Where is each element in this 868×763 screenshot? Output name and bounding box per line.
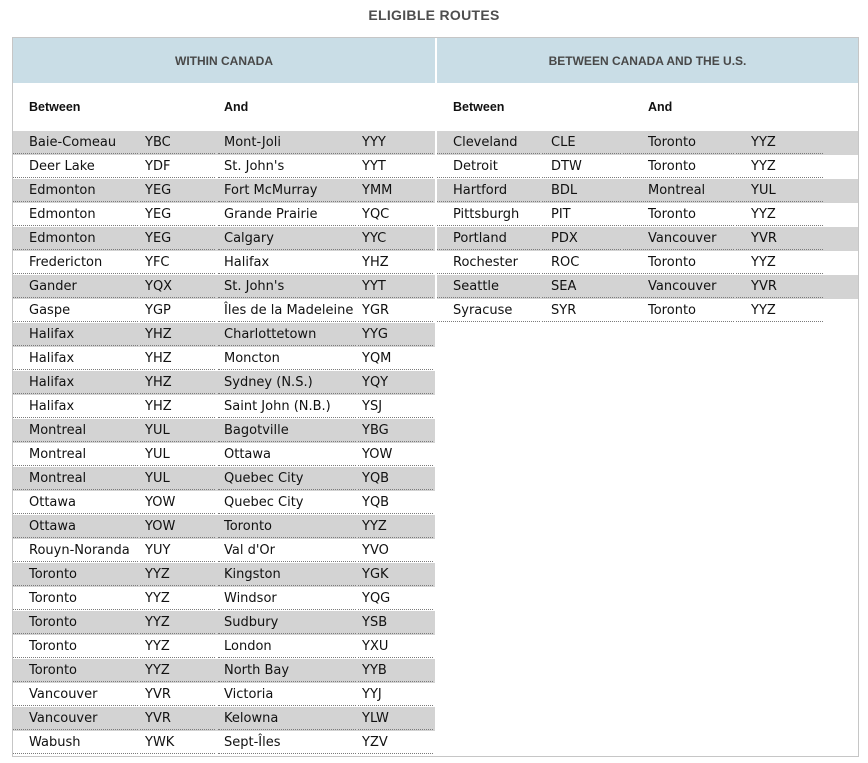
destination-city: Toronto bbox=[648, 207, 696, 222]
destination-code: YQC bbox=[362, 207, 390, 222]
origin-code: SEA bbox=[551, 279, 577, 294]
destination-city: Vancouver bbox=[648, 231, 717, 246]
cell-divider bbox=[736, 321, 823, 322]
origin-code: YVR bbox=[145, 687, 171, 702]
origin-code: YHZ bbox=[145, 399, 172, 414]
destination-city: Toronto bbox=[224, 519, 272, 534]
destination-code: YXU bbox=[362, 639, 389, 654]
route-row bbox=[13, 275, 435, 299]
destination-city: Toronto bbox=[648, 255, 696, 270]
destination-code: YYG bbox=[362, 327, 388, 342]
destination-code: YHZ bbox=[362, 255, 389, 270]
destination-city: Grande Prairie bbox=[224, 207, 318, 222]
destination-city: Toronto bbox=[648, 159, 696, 174]
destination-code: YYZ bbox=[362, 519, 387, 534]
route-row bbox=[13, 731, 435, 755]
destination-city: Quebec City bbox=[224, 495, 304, 510]
origin-code: YHZ bbox=[145, 351, 172, 366]
origin-city: Rochester bbox=[453, 255, 518, 270]
destination-city: Victoria bbox=[224, 687, 274, 702]
origin-city: Gaspe bbox=[29, 303, 71, 318]
route-row bbox=[13, 683, 435, 707]
route-row bbox=[13, 371, 435, 395]
origin-code: PIT bbox=[551, 207, 571, 222]
route-row bbox=[437, 275, 858, 299]
destination-code: YQM bbox=[362, 351, 392, 366]
destination-city: London bbox=[224, 639, 272, 654]
route-row bbox=[437, 203, 858, 227]
route-row bbox=[13, 203, 435, 227]
canada-us-heading: BETWEEN CANADA AND THE U.S. bbox=[437, 38, 858, 83]
route-row bbox=[437, 251, 858, 275]
origin-city: Edmonton bbox=[29, 231, 96, 246]
origin-city: Wabush bbox=[29, 735, 81, 750]
origin-code: YEG bbox=[145, 207, 172, 222]
destination-code: YYT bbox=[362, 159, 386, 174]
destination-code: YVR bbox=[751, 231, 777, 246]
destination-code: YQY bbox=[362, 375, 389, 390]
destination-code: YLW bbox=[362, 711, 389, 726]
origin-city: Toronto bbox=[29, 663, 77, 678]
destination-city: Kingston bbox=[224, 567, 281, 582]
route-row bbox=[13, 347, 435, 371]
canada-us-between-header: Between bbox=[453, 100, 505, 114]
route-row bbox=[13, 179, 435, 203]
destination-code: YYT bbox=[362, 279, 386, 294]
route-row bbox=[437, 155, 858, 179]
destination-code: YYZ bbox=[751, 135, 776, 150]
origin-city: Rouyn-Noranda bbox=[29, 543, 130, 558]
origin-code: YEG bbox=[145, 231, 172, 246]
route-row bbox=[13, 587, 435, 611]
destination-city: Sydney (N.S.) bbox=[224, 375, 313, 390]
origin-city: Edmonton bbox=[29, 207, 96, 222]
destination-city: Charlottetown bbox=[224, 327, 317, 342]
origin-code: YUL bbox=[145, 423, 170, 438]
cell-divider bbox=[736, 225, 823, 226]
route-row bbox=[13, 251, 435, 275]
route-row bbox=[13, 707, 435, 731]
destination-city: Windsor bbox=[224, 591, 277, 606]
route-row bbox=[13, 635, 435, 659]
destination-code: YGK bbox=[362, 567, 389, 582]
origin-code: YYZ bbox=[145, 591, 170, 606]
route-row bbox=[437, 299, 858, 323]
origin-code: YOW bbox=[145, 519, 176, 534]
route-row bbox=[13, 323, 435, 347]
canada-us-and-header: And bbox=[648, 100, 673, 114]
destination-city: Calgary bbox=[224, 231, 274, 246]
route-row bbox=[13, 419, 435, 443]
origin-city: Halifax bbox=[29, 399, 75, 414]
route-row bbox=[13, 299, 435, 323]
origin-code: YFC bbox=[145, 255, 170, 270]
route-row bbox=[13, 491, 435, 515]
origin-code: YQX bbox=[145, 279, 173, 294]
destination-city: Îles de la Madeleine bbox=[224, 303, 354, 318]
within-canada-between-header: Between bbox=[29, 100, 81, 114]
origin-code: YWK bbox=[145, 735, 175, 750]
destination-code: YVO bbox=[362, 543, 389, 558]
destination-code: YQB bbox=[362, 495, 390, 510]
origin-city: Detroit bbox=[453, 159, 498, 174]
destination-code: YYZ bbox=[751, 303, 776, 318]
destination-city: Toronto bbox=[648, 303, 696, 318]
origin-code: YYZ bbox=[145, 567, 170, 582]
origin-code: CLE bbox=[551, 135, 576, 150]
origin-code: ROC bbox=[551, 255, 580, 270]
origin-city: Hartford bbox=[453, 183, 508, 198]
destination-city: Toronto bbox=[648, 135, 696, 150]
destination-city: Halifax bbox=[224, 255, 270, 270]
origin-code: SYR bbox=[551, 303, 577, 318]
origin-city: Cleveland bbox=[453, 135, 518, 150]
destination-city: Sept-Îles bbox=[224, 735, 281, 750]
canada-us-routes bbox=[437, 131, 858, 323]
origin-city: Ottawa bbox=[29, 495, 76, 510]
destination-city: Fort McMurray bbox=[224, 183, 318, 198]
origin-city: Deer Lake bbox=[29, 159, 95, 174]
cell-divider bbox=[736, 177, 823, 178]
destination-city: Sudbury bbox=[224, 615, 279, 630]
origin-city: Halifax bbox=[29, 327, 75, 342]
within-canada-and-header: And bbox=[224, 100, 249, 114]
origin-city: Toronto bbox=[29, 567, 77, 582]
origin-code: YUY bbox=[145, 543, 171, 558]
origin-city: Portland bbox=[453, 231, 507, 246]
route-row bbox=[13, 443, 435, 467]
origin-city: Pittsburgh bbox=[453, 207, 520, 222]
route-row bbox=[437, 131, 858, 155]
destination-city: Bagotville bbox=[224, 423, 289, 438]
destination-code: YVR bbox=[751, 279, 777, 294]
destination-code: YSJ bbox=[362, 399, 383, 414]
destination-city: Quebec City bbox=[224, 471, 304, 486]
destination-city: Montreal bbox=[648, 183, 706, 198]
destination-code: YOW bbox=[362, 447, 393, 462]
origin-city: Vancouver bbox=[29, 687, 98, 702]
route-row bbox=[13, 467, 435, 491]
origin-city: Toronto bbox=[29, 639, 77, 654]
destination-code: YMM bbox=[362, 183, 393, 198]
origin-code: YDF bbox=[145, 159, 171, 174]
destination-code: YYY bbox=[362, 135, 386, 150]
cell-divider bbox=[736, 297, 823, 298]
origin-code: PDX bbox=[551, 231, 578, 246]
destination-city: Ottawa bbox=[224, 447, 271, 462]
cell-divider bbox=[736, 273, 823, 274]
origin-code: YHZ bbox=[145, 375, 172, 390]
origin-code: YYZ bbox=[145, 639, 170, 654]
origin-city: Vancouver bbox=[29, 711, 98, 726]
origin-code: DTW bbox=[551, 159, 582, 174]
route-row bbox=[13, 155, 435, 179]
route-row bbox=[437, 227, 858, 251]
route-row bbox=[13, 611, 435, 635]
destination-city: North Bay bbox=[224, 663, 290, 678]
origin-city: Toronto bbox=[29, 615, 77, 630]
origin-code: YGP bbox=[145, 303, 171, 318]
destination-code: YUL bbox=[751, 183, 776, 198]
destination-code: YYZ bbox=[751, 207, 776, 222]
destination-city: Saint John (N.B.) bbox=[224, 399, 331, 414]
destination-city: Vancouver bbox=[648, 279, 717, 294]
cell-divider bbox=[736, 249, 823, 250]
origin-city: Montreal bbox=[29, 447, 87, 462]
origin-code: YHZ bbox=[145, 327, 172, 342]
origin-city: Edmonton bbox=[29, 183, 96, 198]
route-row bbox=[13, 659, 435, 683]
destination-code: YQB bbox=[362, 471, 390, 486]
destination-code: YQG bbox=[362, 591, 391, 606]
origin-city: Gander bbox=[29, 279, 77, 294]
destination-city: Kelowna bbox=[224, 711, 279, 726]
route-row bbox=[13, 515, 435, 539]
destination-city: St. John's bbox=[224, 159, 285, 174]
origin-city: Montreal bbox=[29, 423, 87, 438]
origin-code: YUL bbox=[145, 471, 170, 486]
destination-code: YYZ bbox=[751, 255, 776, 270]
origin-code: YYZ bbox=[145, 663, 170, 678]
cell-divider bbox=[736, 201, 823, 202]
origin-city: Montreal bbox=[29, 471, 87, 486]
destination-code: YYC bbox=[362, 231, 387, 246]
route-row bbox=[13, 539, 435, 563]
origin-city: Ottawa bbox=[29, 519, 76, 534]
destination-city: Mont-Joli bbox=[224, 135, 281, 150]
origin-city: Fredericton bbox=[29, 255, 103, 270]
origin-city: Seattle bbox=[453, 279, 500, 294]
route-row bbox=[437, 179, 858, 203]
destination-code: YZV bbox=[362, 735, 388, 750]
origin-code: YVR bbox=[145, 711, 171, 726]
origin-code: YBC bbox=[145, 135, 171, 150]
within-canada-routes bbox=[13, 131, 435, 755]
route-row bbox=[13, 131, 435, 155]
page-title: ELIGIBLE ROUTES bbox=[368, 7, 500, 23]
origin-code: YOW bbox=[145, 495, 176, 510]
origin-city: Toronto bbox=[29, 591, 77, 606]
origin-code: YEG bbox=[145, 183, 172, 198]
destination-code: YSB bbox=[362, 615, 388, 630]
destination-code: YYB bbox=[362, 663, 387, 678]
origin-city: Halifax bbox=[29, 375, 75, 390]
destination-city: Val d'Or bbox=[224, 543, 275, 558]
destination-city: Moncton bbox=[224, 351, 280, 366]
destination-code: YYZ bbox=[751, 159, 776, 174]
origin-city: Baie-Comeau bbox=[29, 135, 117, 150]
destination-code: YGR bbox=[362, 303, 390, 318]
origin-code: BDL bbox=[551, 183, 578, 198]
origin-city: Halifax bbox=[29, 351, 75, 366]
route-row bbox=[13, 395, 435, 419]
destination-code: YYJ bbox=[362, 687, 382, 702]
cell-divider bbox=[736, 153, 823, 154]
route-row bbox=[13, 227, 435, 251]
within-canada-heading: WITHIN CANADA bbox=[13, 38, 435, 83]
origin-city: Syracuse bbox=[453, 303, 513, 318]
origin-code: YUL bbox=[145, 447, 170, 462]
route-row bbox=[13, 563, 435, 587]
destination-code: YBG bbox=[362, 423, 389, 438]
origin-code: YYZ bbox=[145, 615, 170, 630]
destination-city: St. John's bbox=[224, 279, 285, 294]
